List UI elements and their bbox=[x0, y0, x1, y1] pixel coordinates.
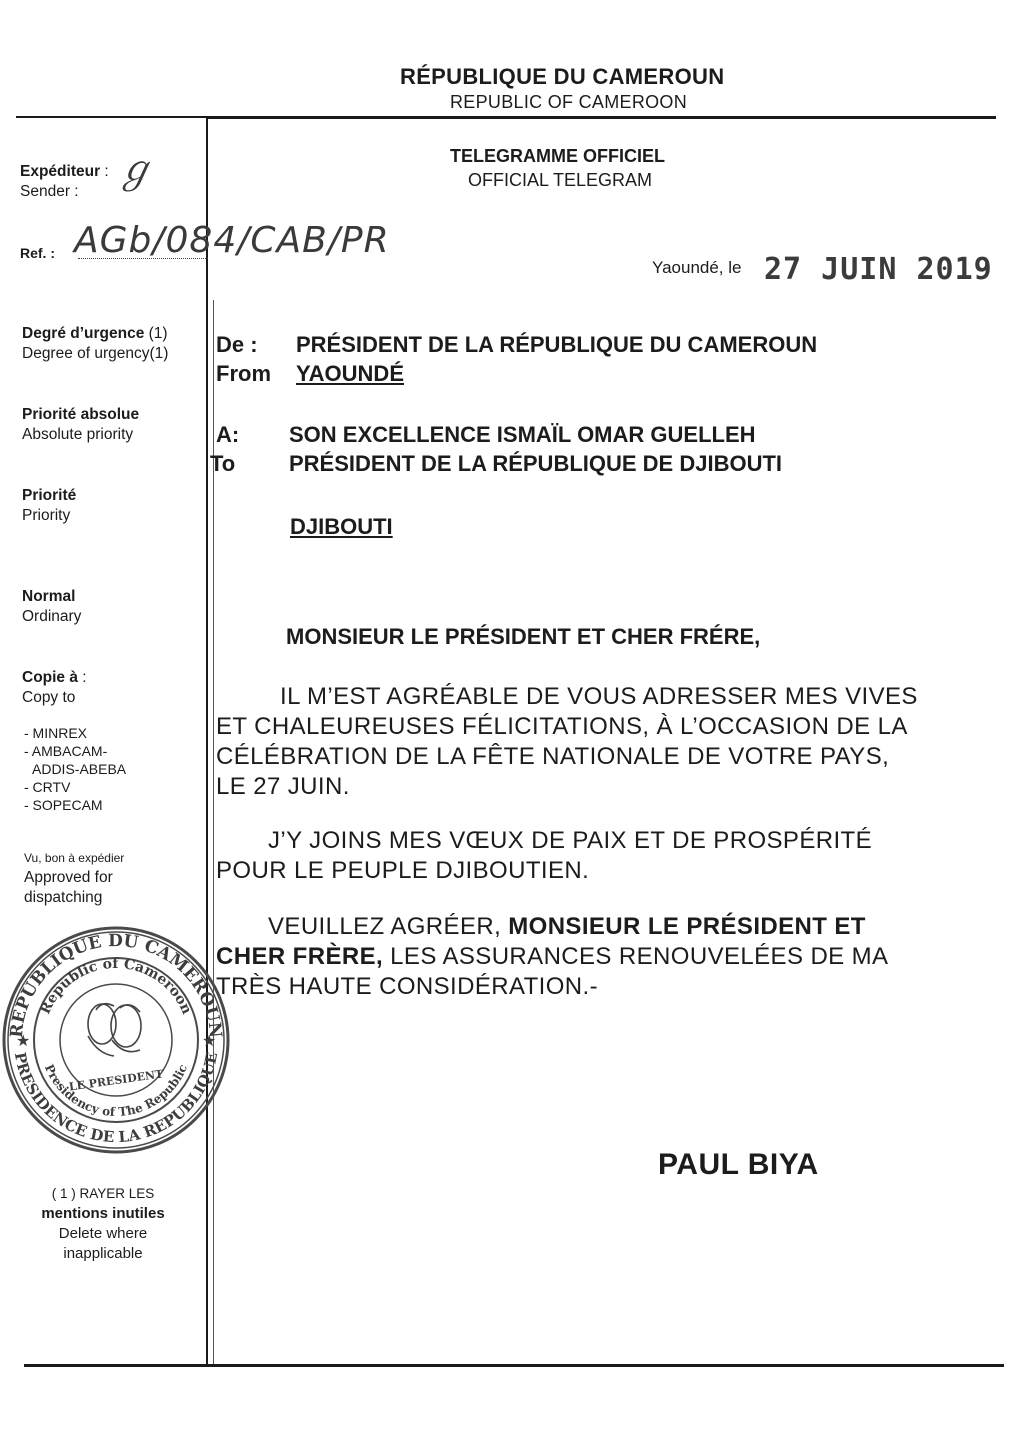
vertical-divider bbox=[206, 116, 208, 1366]
footnote-line: Delete where bbox=[58, 1225, 148, 1242]
salutation: MONSIEUR LE PRÉSIDENT ET CHER FRÉRE, bbox=[286, 624, 761, 649]
normal-option bbox=[22, 587, 81, 627]
absolute-priority-en: Absolute priority bbox=[22, 426, 134, 443]
sender-colon: : bbox=[100, 163, 109, 180]
approved-en-line1: Approved for bbox=[24, 869, 113, 886]
approved-label-fr: Vu, bon à expédier bbox=[24, 851, 125, 865]
normal-en: Ordinary bbox=[22, 608, 82, 625]
closing-address-bold-2: CHER FRÈRE, bbox=[216, 943, 384, 970]
copy-item: - SOPECAM bbox=[24, 797, 103, 813]
signature-name: PAUL BIYA bbox=[658, 1148, 819, 1181]
to-line2: PRÉSIDENT DE LA RÉPUBLIQUE DE DJIBOUTI bbox=[289, 451, 783, 476]
copy-label-fr: Copie à bbox=[22, 669, 78, 686]
urgency-footnote-ref: (1) bbox=[144, 325, 168, 342]
to-city: DJIBOUTI bbox=[290, 514, 393, 539]
date-stamp: 27 JUIN 2019 bbox=[764, 252, 993, 287]
seal-center-text: LE PRESIDENT bbox=[68, 1067, 165, 1094]
seal-star-left-icon: ★ bbox=[16, 1033, 31, 1050]
paragraph-3-line-2 bbox=[216, 942, 888, 972]
closing-phrase-2: LES ASSURANCES RENOUVELÉES DE MA bbox=[383, 943, 889, 970]
ref-label: Ref. : bbox=[20, 245, 55, 261]
normal-fr: Normal bbox=[22, 588, 76, 605]
sender-label-fr: Expéditeur bbox=[20, 163, 101, 180]
from-line1: PRÉSIDENT DE LA RÉPUBLIQUE DU CAMEROUN bbox=[296, 332, 818, 357]
urgency-label-en: Degree of urgency(1) bbox=[22, 345, 169, 362]
priority-fr: Priorité bbox=[22, 487, 77, 504]
country-title-en: REPUBLIC OF CAMEROON bbox=[450, 92, 688, 112]
from-city: YAOUNDÉ bbox=[296, 361, 404, 386]
presidential-seal-stamp bbox=[0, 924, 232, 1156]
absolute-priority-fr: Priorité absolue bbox=[22, 406, 140, 423]
sender-handwritten-mark: ℊ bbox=[116, 147, 156, 191]
seal-outer-top-text: REPUBLIQUE DU CAMEROUN bbox=[6, 930, 226, 1039]
copy-item: ADDIS-ABEBA bbox=[32, 761, 127, 777]
approved-en-line2: dispatching bbox=[24, 889, 103, 906]
paragraph-3-line-1 bbox=[268, 912, 866, 942]
footnote-line: inapplicable bbox=[63, 1245, 143, 1262]
closing-phrase: VEUILLEZ AGRÉER, bbox=[268, 913, 502, 940]
paragraph-1-line-2: ET CHALEUREUSES FÉLICITATIONS, À L’OCCASION DE LA bbox=[216, 713, 908, 740]
priority-option bbox=[22, 486, 76, 526]
from-label-fr: De : bbox=[216, 332, 258, 357]
seal-outer-bottom-text: PRESIDENCE DE LA REPUBLIQUE bbox=[10, 1050, 222, 1147]
priority-en: Priority bbox=[22, 507, 71, 524]
top-rule-left bbox=[16, 116, 206, 118]
to-label-fr: A: bbox=[216, 422, 240, 447]
copy-item: - CRTV bbox=[24, 779, 71, 795]
sender-label-en: Sender : bbox=[20, 183, 79, 200]
copy-label-en: Copy to bbox=[22, 689, 76, 706]
seal-emblem-heads-icon bbox=[88, 1004, 141, 1056]
paragraph-1-line-1: IL M’EST AGRÉABLE DE VOUS ADRESSER MES VIVES bbox=[280, 683, 918, 710]
urgency-label-fr: Degré d’urgence bbox=[22, 325, 145, 342]
telegram-type-fr: TELEGRAMME OFFICIEL bbox=[450, 146, 665, 166]
approved-label-en bbox=[24, 868, 113, 908]
bottom-rule bbox=[24, 1364, 1004, 1367]
copy-colon: : bbox=[77, 669, 87, 686]
urgency-label bbox=[22, 324, 168, 364]
ref-handwritten-value: AGb/084/CAB/PR bbox=[74, 220, 390, 261]
to-line1: SON EXCELLENCE ISMAÏL OMAR GUELLEH bbox=[289, 422, 756, 447]
country-title-fr: RÉPUBLIQUE DU CAMEROUN bbox=[400, 64, 725, 89]
paragraph-1-line-4: LE 27 JUIN. bbox=[216, 773, 350, 800]
paragraph-1-line-3: CÉLÉBRATION DE LA FÊTE NATIONALE DE VOTRE PAYS, bbox=[216, 743, 890, 770]
copy-item: - AMBACAM- bbox=[24, 743, 108, 759]
top-rule-right bbox=[206, 116, 996, 119]
sender-label bbox=[20, 162, 109, 202]
footnote-line: ( 1 ) RAYER LES bbox=[51, 1186, 155, 1201]
from-label-en: From bbox=[216, 361, 271, 386]
copy-item: - MINREX bbox=[24, 725, 87, 741]
to-label-en: To bbox=[210, 451, 236, 476]
copy-to-label bbox=[22, 668, 87, 708]
seal-inner-top-text: Republic of Cameroon bbox=[37, 955, 195, 1017]
seal-inner-bottom-text: Presidency of The Republic bbox=[41, 1062, 191, 1120]
paragraph-2-line-2: POUR LE PEUPLE DJIBOUTIEN. bbox=[216, 857, 590, 884]
paragraph-2-line-1: J’Y JOINS MES VŒUX DE PAIX ET DE PROSPÉRITÉ bbox=[268, 827, 873, 854]
copy-list bbox=[24, 724, 126, 814]
absolute-priority-option bbox=[22, 405, 139, 445]
date-label: Yaoundé, le bbox=[652, 258, 742, 277]
footnote bbox=[0, 1184, 206, 1264]
paragraph-3-line-3: TRÈS HAUTE CONSIDÉRATION.- bbox=[216, 973, 598, 1000]
closing-address-bold: MONSIEUR LE PRÉSIDENT ET bbox=[508, 913, 866, 940]
footnote-line: mentions inutiles bbox=[41, 1205, 165, 1222]
telegram-type-en: OFFICIAL TELEGRAM bbox=[468, 170, 653, 190]
seal-star-right-icon: ★ bbox=[202, 1033, 217, 1050]
